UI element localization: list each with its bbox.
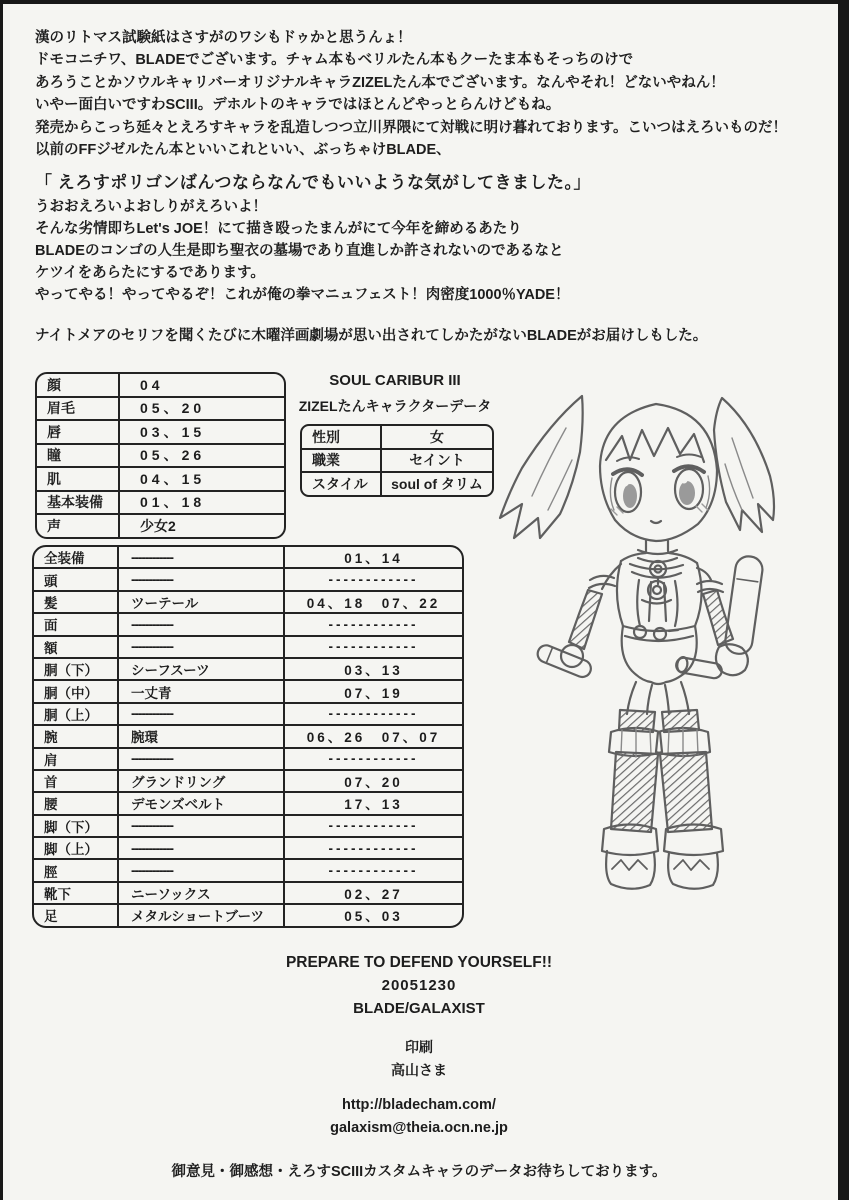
twintail-left xyxy=(500,396,583,538)
table-row: 瞳 05、26 xyxy=(37,443,284,467)
text-line: うおおえろいよおしりがえろいよ！ xyxy=(35,199,267,215)
scan-edge-top xyxy=(0,0,849,4)
text-line: BLADEのコンゴの人生是即ち聖衣の墓場であり直進しか許されないのであるなと xyxy=(35,242,564,259)
left-arm-tonfa xyxy=(535,564,621,680)
character-data-subtitle: ZIZELたんキャラクターデータ xyxy=(298,398,492,414)
slogan-line: PREPARE TO DEFEND YOURSELF!! xyxy=(285,954,553,971)
table-row: 腕 腕環 06、26 07、07 xyxy=(34,724,462,746)
table-row: 頭 ------------ ------------ xyxy=(34,567,462,589)
table-row: 胴（中） 一丈青 07、19 xyxy=(34,679,462,701)
face-settings-table xyxy=(35,372,286,539)
publication-date: 20051230 xyxy=(381,977,457,994)
circle-name: BLADE/GALAXIST xyxy=(353,1000,485,1017)
character-illustration xyxy=(470,368,848,933)
text-line: 発売からこっち延々とえろすキャラを乱造しつつ立川界隈にて対戦に明け暮れております。こいつはえろいものだ！ xyxy=(35,119,787,136)
table-row: 脛 ------------ ------------ xyxy=(34,858,462,880)
text-line: 漢のリトマス試験紙はさすがのワシもドゥかと思うんょ！ xyxy=(35,30,412,46)
table-row: 足 メタルショートブーツ 05、03 xyxy=(34,903,462,925)
website-url: http://bladecham.com/ xyxy=(342,1097,496,1113)
intro-paragraph xyxy=(35,27,787,161)
table-row: 唇 03、15 xyxy=(37,419,284,443)
table-row: 脚（上） ------------ ------------ xyxy=(34,836,462,858)
feedback-line: 御意見・御感想・えろすSCIIIカスタムキャラのデータお待ちしております。 xyxy=(171,1164,667,1180)
right-arm-tonfa xyxy=(675,555,764,680)
table-row: 性別 女 xyxy=(302,426,492,448)
table-row: 肩 ------------ ------------ xyxy=(34,747,462,769)
table-row: 顔 04 xyxy=(37,374,284,396)
equipment-table xyxy=(32,545,464,928)
character-profile-table xyxy=(300,424,494,497)
character-data-title: SOUL CARIBUR III xyxy=(329,372,461,389)
table-row: 全装備 ------------ 01、14 xyxy=(34,547,462,567)
text-line: あろうことかソウルキャリバーオリジナルキャラZIZELたん本でございます。なんやそれ！どないやねん！ xyxy=(35,74,725,91)
body-paragraph xyxy=(35,197,569,307)
pull-quote: 「 えろすポリゴンばんつならなんでもいいような気がしてきました。」 xyxy=(35,173,592,192)
table-row: 基本装備 01、18 xyxy=(37,490,284,514)
table-row: 靴下 ニーソックス 02、27 xyxy=(34,881,462,903)
table-row: スタイル soul of タリム xyxy=(302,471,492,495)
table-row: 眉毛 05、20 xyxy=(37,396,284,420)
table-row: 胴（上） ------------ ------------ xyxy=(34,702,462,724)
closing-line: ナイトメアのセリフを聞くたびに木曜洋画劇場が思い出されてしかたがないBLADEがお届けしもした。 xyxy=(35,328,708,344)
text-line: そんな劣情即ちLet's JOE！にて描き殴ったまんがにて今年を締めるあたり xyxy=(35,220,522,237)
table-row: 腰 デモンズベルト 17、13 xyxy=(34,791,462,813)
scan-edge-left xyxy=(0,0,3,1200)
table-row: 胴（下） シーフスーツ 03、13 xyxy=(34,657,462,679)
table-row: 声 少女2 xyxy=(37,513,284,537)
legs-socks-boots xyxy=(602,682,723,889)
table-row: 肌 04、15 xyxy=(37,466,284,490)
contact-email: galaxism@theia.ocn.ne.jp xyxy=(330,1120,508,1136)
table-row: 面 ------------ ------------ xyxy=(34,612,462,634)
character-face xyxy=(600,404,717,541)
text-line: やってやる！やってやるぞ！これが俺の拳マニュフェスト！肉密度1000％YADE！ xyxy=(35,286,570,303)
text-line: ドモコニチワ、BLADEでございます。チャム本もベリルたん本もクーたま本もそっちのけで xyxy=(35,52,634,69)
table-row: 職業 セイント xyxy=(302,448,492,472)
twintail-right xyxy=(714,398,774,532)
table-row: 首 グランドリング 07、20 xyxy=(34,769,462,791)
table-row: 額 ------------ ------------ xyxy=(34,635,462,657)
text-line: いやー面白いですわSCIII。デホルトのキャラではほとんどやっとらんけどもね。 xyxy=(35,97,561,114)
text-line: ケツイをあらたにするであります。 xyxy=(35,264,265,281)
print-label: 印刷 xyxy=(405,1039,433,1055)
table-row: 脚（下） ------------ ------------ xyxy=(34,814,462,836)
scan-edge-right xyxy=(838,0,849,1200)
table-row: 髪 ツーテール 04、18 07、22 xyxy=(34,590,462,612)
printer-name: 高山さま xyxy=(391,1062,447,1078)
text-line: 以前のFFジゼルたん本といいこれといい、ぶっちゃけBLADE、 xyxy=(35,142,451,159)
